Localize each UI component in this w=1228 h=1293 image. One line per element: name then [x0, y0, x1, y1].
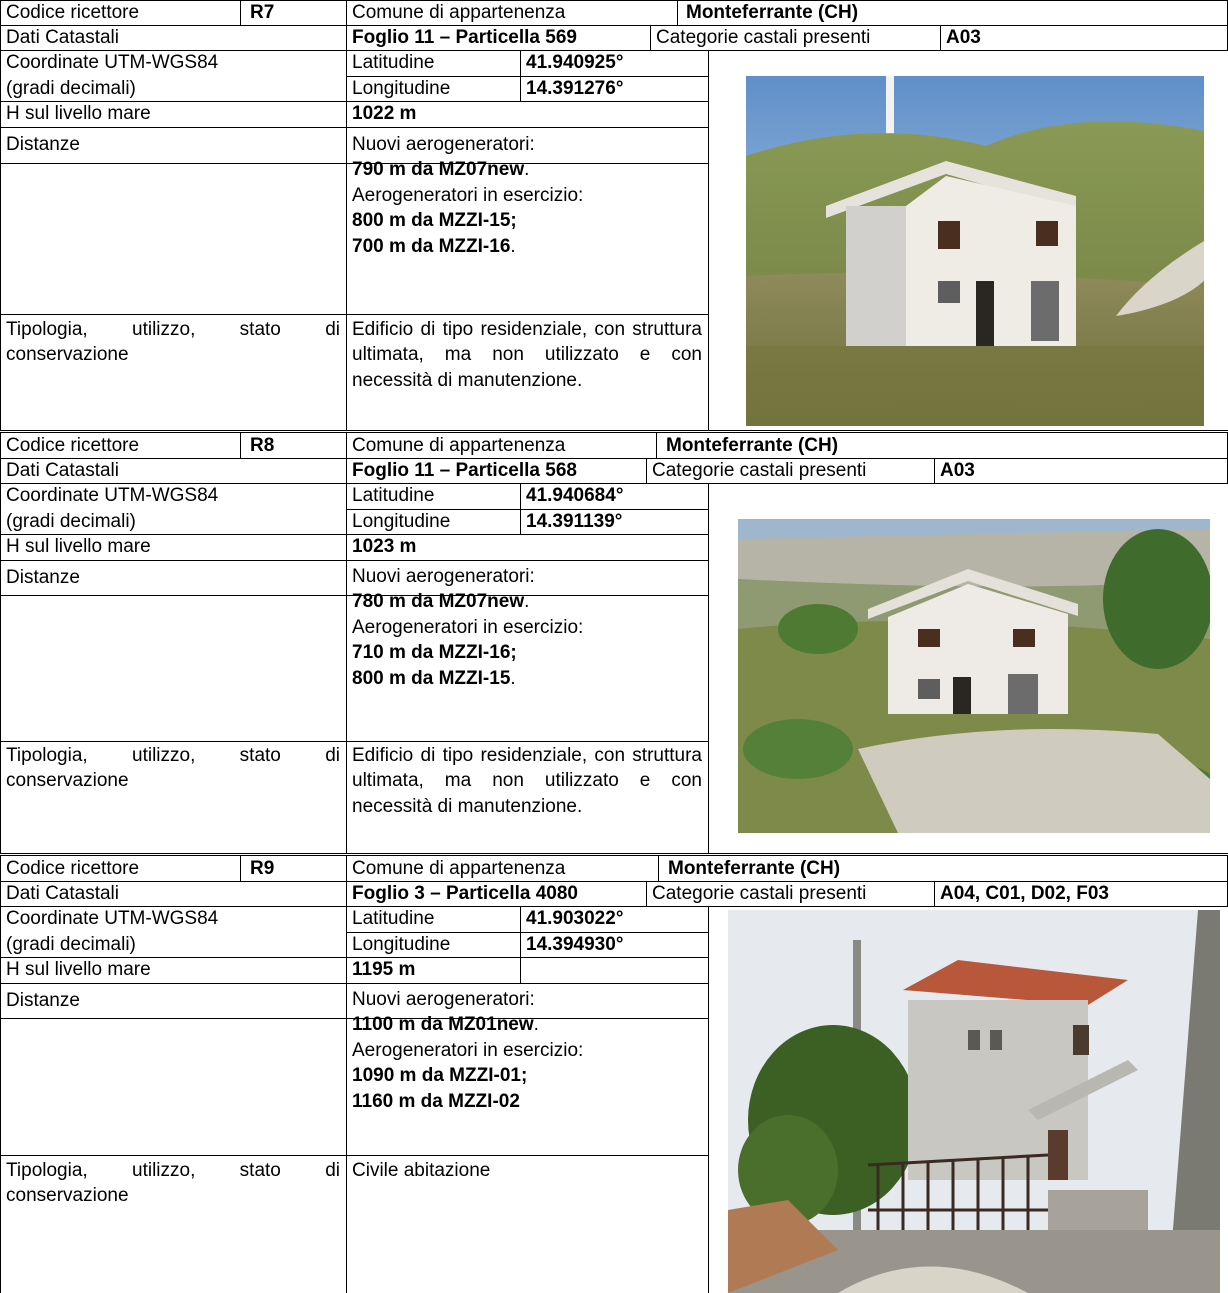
esercizio-distance-2: 1160 m da MZZI-02	[352, 1090, 520, 1112]
catastali-label: Dati Catastali	[6, 27, 119, 48]
esercizio-label: Aerogeneratori in esercizio:	[352, 616, 584, 638]
receptor-code: R7	[250, 2, 275, 23]
esercizio-distance-2: 700 m da MZZI-16	[352, 235, 511, 257]
nuovi-distance: 790 m da MZ07new	[352, 159, 525, 181]
nuovi-label: Nuovi aerogeneratori:	[352, 989, 535, 1010]
latitudine-value: 41.940925°	[526, 52, 624, 73]
comune-value: Monteferrante (CH)	[666, 435, 839, 456]
distanze-value	[346, 560, 708, 741]
longitudine-value: 14.391139°	[526, 511, 623, 532]
tipologia-value: Civile abitazione	[352, 1160, 491, 1181]
esercizio-distance-1: 1090 m da MZZI-01;	[352, 1065, 528, 1087]
tipologia-label: Tipologia, utilizzo, stato di conservazione	[6, 1160, 340, 1207]
nuovi-line	[352, 157, 702, 182]
altitudine-label: H sul livello mare	[6, 103, 151, 124]
gradi-label: (gradi decimali)	[6, 511, 136, 532]
longitudine-label: Longitudine	[352, 78, 451, 99]
esercizio-line-2	[352, 666, 702, 691]
latitudine-value: 41.940684°	[526, 485, 624, 506]
longitudine-label: Longitudine	[352, 934, 451, 955]
nuovi-distance: 780 m da MZ07new	[352, 591, 525, 613]
tipologia-label: Tipologia, utilizzo, stato di conservazione	[6, 319, 340, 366]
building-photo-r8	[738, 519, 1210, 833]
nuovi-end: .	[524, 591, 530, 613]
comune-value: Monteferrante (CH)	[686, 2, 859, 23]
longitudine-value: 14.394930°	[526, 934, 624, 955]
coordinate-label: Coordinate UTM-WGS84	[6, 908, 219, 929]
esercizio-distance-1: 800 m da MZZI-15;	[352, 210, 517, 232]
esercizio-end: .	[510, 235, 516, 257]
receptor-code: R9	[250, 858, 275, 879]
gradi-label: (gradi decimali)	[6, 934, 136, 955]
gradi-label: (gradi decimali)	[6, 78, 136, 99]
codice-label: Codice ricettore	[6, 435, 140, 456]
codice-label: Codice ricettore	[6, 858, 140, 879]
categorie-value: A03	[946, 27, 981, 48]
categorie-label: Categorie castali presenti	[652, 883, 867, 904]
altitudine-value: 1023 m	[352, 536, 417, 557]
latitudine-label: Latitudine	[352, 485, 435, 506]
esercizio-distance-1: 710 m da MZZI-16;	[352, 642, 517, 664]
distanze-label: Distanze	[6, 567, 80, 588]
esercizio-line-2	[352, 234, 702, 259]
latitudine-label: Latitudine	[352, 908, 435, 929]
tipologia-value: Edificio di tipo residenziale, con struttura ultimata, ma non utilizzato e con necessità di manutenzione.	[352, 745, 702, 817]
catastali-label: Dati Catastali	[6, 883, 119, 904]
coordinate-label: Coordinate UTM-WGS84	[6, 485, 219, 506]
distanze-value	[346, 983, 708, 1155]
esercizio-line-2	[352, 1089, 702, 1114]
nuovi-line	[352, 589, 702, 614]
building-photo-r7	[746, 76, 1204, 426]
catastali-label: Dati Catastali	[6, 460, 119, 481]
esercizio-distance-2: 800 m da MZZI-15	[352, 667, 511, 689]
foglio-value: Foglio 11 – Particella 568	[352, 460, 577, 481]
altitudine-value: 1195 m	[352, 959, 416, 980]
comune-label: Comune di appartenenza	[352, 435, 566, 456]
longitudine-value: 14.391276°	[526, 78, 624, 99]
categorie-label: Categorie castali presenti	[652, 460, 867, 481]
receptor-code: R8	[250, 435, 275, 456]
comune-label: Comune di appartenenza	[352, 2, 566, 23]
receptor-block-r7	[0, 0, 1228, 430]
distanze-label: Distanze	[6, 990, 80, 1011]
receptor-block-r8	[0, 433, 1228, 853]
altitudine-label: H sul livello mare	[6, 536, 151, 557]
longitudine-label: Longitudine	[352, 511, 451, 532]
altitudine-value: 1022 m	[352, 103, 417, 124]
esercizio-label: Aerogeneratori in esercizio:	[352, 1039, 584, 1061]
categorie-value: A04, C01, D02, F03	[940, 883, 1109, 904]
tipologia-value: Edificio di tipo residenziale, con struttura ultimata, ma non utilizzato e con necessità di manutenzione.	[352, 319, 702, 391]
tipologia-label: Tipologia, utilizzo, stato di conservazione	[6, 745, 340, 792]
nuovi-distance: 1100 m da MZ01new	[352, 1014, 534, 1036]
nuovi-label: Nuovi aerogeneratori:	[352, 566, 535, 587]
comune-label: Comune di appartenenza	[352, 858, 566, 879]
codice-label: Codice ricettore	[6, 2, 140, 23]
nuovi-line	[352, 1012, 702, 1037]
latitudine-value: 41.903022°	[526, 908, 624, 929]
building-photo-r9	[728, 910, 1220, 1293]
categorie-label: Categorie castali presenti	[656, 27, 871, 48]
nuovi-end: .	[524, 159, 530, 181]
distanze-value	[346, 127, 708, 314]
esercizio-end: .	[510, 667, 516, 689]
receptor-block-r9	[0, 856, 1228, 1293]
nuovi-end: .	[533, 1014, 539, 1036]
categorie-value: A03	[940, 460, 975, 481]
comune-value: Monteferrante (CH)	[668, 858, 841, 879]
nuovi-label: Nuovi aerogeneratori:	[352, 134, 535, 155]
altitudine-label: H sul livello mare	[6, 959, 151, 980]
distanze-label: Distanze	[6, 134, 80, 155]
latitudine-label: Latitudine	[352, 52, 435, 73]
esercizio-label: Aerogeneratori in esercizio:	[352, 184, 584, 206]
foglio-value: Foglio 3 – Particella 4080	[352, 883, 578, 904]
coordinate-label: Coordinate UTM-WGS84	[6, 52, 219, 73]
foglio-value: Foglio 11 – Particella 569	[352, 27, 577, 48]
